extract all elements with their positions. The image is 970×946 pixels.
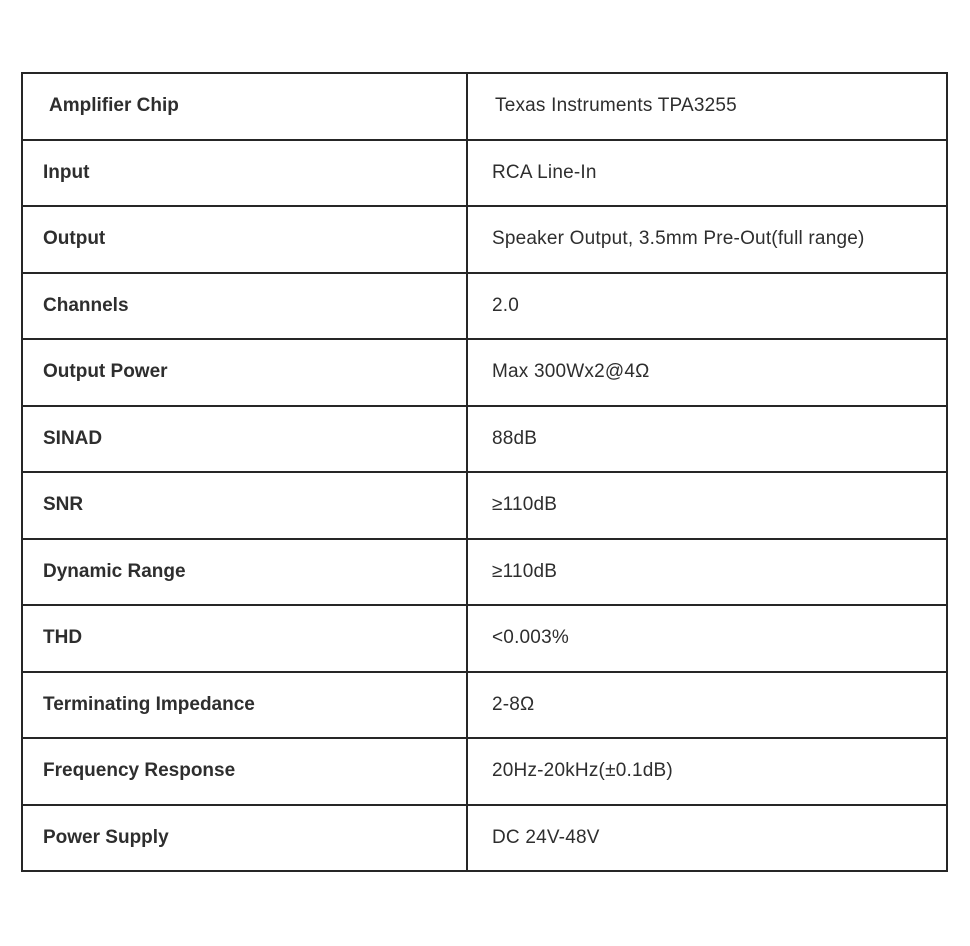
spec-value-cell: <0.003% <box>467 605 947 672</box>
spec-label-cell: THD <box>22 605 467 672</box>
spec-value-cell: DC 24V-48V <box>467 805 947 872</box>
spec-row <box>22 805 947 872</box>
spec-row <box>22 738 947 805</box>
spec-table-body <box>22 73 947 871</box>
spec-label-cell: SNR <box>22 472 467 539</box>
spec-row <box>22 206 947 273</box>
spec-value-cell: ≥110dB <box>467 472 947 539</box>
spec-row <box>22 605 947 672</box>
spec-row <box>22 472 947 539</box>
spec-value-cell: Texas Instruments TPA3255 <box>467 73 947 140</box>
spec-value-cell: 20Hz-20kHz(±0.1dB) <box>467 738 947 805</box>
spec-value-cell: RCA Line-In <box>467 140 947 207</box>
spec-label-cell: Power Supply <box>22 805 467 872</box>
spec-value-cell: 2.0 <box>467 273 947 340</box>
spec-value-cell: Max 300Wx2@4Ω <box>467 339 947 406</box>
spec-label-cell: Output <box>22 206 467 273</box>
spec-row <box>22 672 947 739</box>
spec-row <box>22 539 947 606</box>
spec-label-cell: Input <box>22 140 467 207</box>
spec-label-cell: SINAD <box>22 406 467 473</box>
spec-row <box>22 406 947 473</box>
spec-value-cell: ≥110dB <box>467 539 947 606</box>
spec-row <box>22 339 947 406</box>
spec-label-cell: Frequency Response <box>22 738 467 805</box>
spec-label-cell: Channels <box>22 273 467 340</box>
spec-label-cell: Terminating Impedance <box>22 672 467 739</box>
spec-value-cell: 88dB <box>467 406 947 473</box>
spec-table <box>21 72 948 872</box>
spec-row <box>22 140 947 207</box>
spec-value-cell: 2-8Ω <box>467 672 947 739</box>
spec-label-cell: Amplifier Chip <box>22 73 467 140</box>
spec-label-cell: Output Power <box>22 339 467 406</box>
spec-label-cell: Dynamic Range <box>22 539 467 606</box>
spec-row <box>22 73 947 140</box>
spec-row <box>22 273 947 340</box>
spec-value-cell: Speaker Output, 3.5mm Pre-Out(full range) <box>467 206 947 273</box>
